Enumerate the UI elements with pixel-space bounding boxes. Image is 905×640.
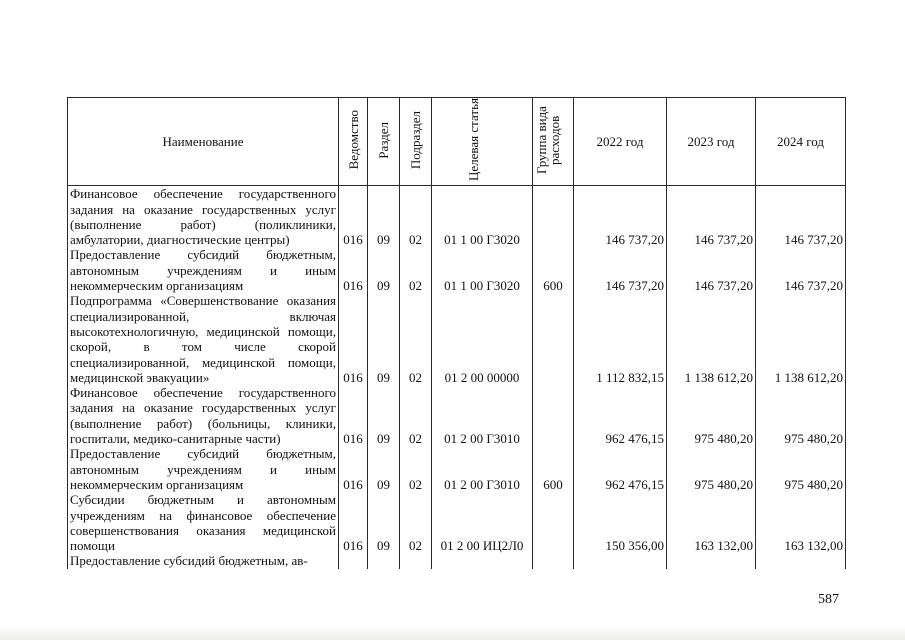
- row-2023-continued: [667, 553, 756, 569]
- table-header-row: [68, 98, 846, 186]
- table-row: [68, 385, 846, 446]
- row-subsection: 02: [400, 492, 432, 553]
- row-name: Подпрограмма «Совершенствование оказания специализированной, включая высокотехнологичную, медицинской помощи, скорой, в том числе скорой специализированной, медицинской помощи, медицинской эвакуации»: [68, 293, 339, 385]
- row-dept: 016: [339, 446, 368, 492]
- row-subsection: 02: [400, 186, 432, 248]
- row-section: 09: [368, 385, 400, 446]
- row-2022: 150 356,00: [574, 492, 667, 553]
- row-name: Предоставление субсидий бюджетным, автономным учреждениям и иным некоммерческим организациям: [68, 446, 339, 492]
- header-name: Наименование: [68, 98, 339, 186]
- row-target: 01 2 00 Г3010: [432, 385, 533, 446]
- row-subsection: 02: [400, 446, 432, 492]
- row-expense-group: 600: [533, 247, 574, 293]
- row-2024: 146 737,20: [756, 186, 846, 248]
- header-section: Раздел: [368, 98, 400, 186]
- row-2024: 975 480,20: [756, 446, 846, 492]
- table-row: [68, 446, 846, 492]
- row-2022: 146 737,20: [574, 186, 667, 248]
- page-edge-shadow: [0, 626, 905, 640]
- row-2022: 146 737,20: [574, 247, 667, 293]
- budget-table-container: [67, 97, 846, 569]
- row-expense-group-continued: [533, 553, 574, 569]
- row-2023: 146 737,20: [667, 247, 756, 293]
- row-2024: 975 480,20: [756, 385, 846, 446]
- row-expense-group: [533, 492, 574, 553]
- budget-table: [67, 97, 846, 569]
- row-subsection-continued: [400, 553, 432, 569]
- row-2023: 975 480,20: [667, 385, 756, 446]
- header-target: Целевая статья: [432, 98, 533, 186]
- row-section: 09: [368, 247, 400, 293]
- row-target: 01 1 00 Г3020: [432, 186, 533, 248]
- row-2023: 146 737,20: [667, 186, 756, 248]
- header-2022: 2022 год: [574, 98, 667, 186]
- row-subsection: 02: [400, 385, 432, 446]
- row-expense-group: 600: [533, 446, 574, 492]
- row-target-continued: [432, 553, 533, 569]
- row-2023: 1 138 612,20: [667, 293, 756, 385]
- row-2022: 962 476,15: [574, 385, 667, 446]
- row-subsection: 02: [400, 293, 432, 385]
- row-2023: 163 132,00: [667, 492, 756, 553]
- row-section: 09: [368, 186, 400, 248]
- row-name-continued: Предоставление субсидий бюджетным, ав-: [68, 553, 339, 569]
- row-dept: 016: [339, 385, 368, 446]
- row-2023: 975 480,20: [667, 446, 756, 492]
- row-section-continued: [368, 553, 400, 569]
- row-expense-group: [533, 186, 574, 248]
- row-expense-group: [533, 293, 574, 385]
- header-subsection: Подраздел: [400, 98, 432, 186]
- table-row: [68, 293, 846, 385]
- row-dept: 016: [339, 492, 368, 553]
- row-target: 01 1 00 Г3020: [432, 247, 533, 293]
- row-2022-continued: [574, 553, 667, 569]
- header-dept: Ведомство: [339, 98, 368, 186]
- header-expense-group: Группа вида расходов: [533, 98, 574, 186]
- row-section: 09: [368, 446, 400, 492]
- row-name: Субсидии бюджетным и автономным учреждениям на финансовое обеспечение совершенствования оказания медицинской помощи: [68, 492, 339, 553]
- row-dept: 016: [339, 247, 368, 293]
- row-expense-group: [533, 385, 574, 446]
- row-target: 01 2 00 00000: [432, 293, 533, 385]
- table-row: [68, 247, 846, 293]
- row-name: Предоставление субсидий бюджетным, автономным учреждениям и иным некоммерческим организациям: [68, 247, 339, 293]
- row-2024-continued: [756, 553, 846, 569]
- row-name: Финансовое обеспечение государственного задания на оказание государственных услуг (выполнение работ) (поликлиники, амбулатории, диагностические центры): [68, 186, 339, 248]
- page-number: 587: [818, 592, 839, 607]
- row-2024: 163 132,00: [756, 492, 846, 553]
- row-section: 09: [368, 492, 400, 553]
- row-2024: 1 138 612,20: [756, 293, 846, 385]
- row-2024: 146 737,20: [756, 247, 846, 293]
- row-name: Финансовое обеспечение государственного задания на оказание государственных услуг (выполнение работ) (больницы, клиники, госпитали, медико-санитарные части): [68, 385, 339, 446]
- row-subsection: 02: [400, 247, 432, 293]
- row-2022: 1 112 832,15: [574, 293, 667, 385]
- row-dept: 016: [339, 186, 368, 248]
- header-2023: 2023 год: [667, 98, 756, 186]
- table-row: [68, 186, 846, 248]
- table-row-continued: [68, 553, 846, 569]
- row-section: 09: [368, 293, 400, 385]
- row-2022: 962 476,15: [574, 446, 667, 492]
- row-target: 01 2 00 Г3010: [432, 446, 533, 492]
- header-2024: 2024 год: [756, 98, 846, 186]
- row-dept: 016: [339, 293, 368, 385]
- row-dept-continued: [339, 553, 368, 569]
- row-target: 01 2 00 ИЦ2Л0: [432, 492, 533, 553]
- table-row: [68, 492, 846, 553]
